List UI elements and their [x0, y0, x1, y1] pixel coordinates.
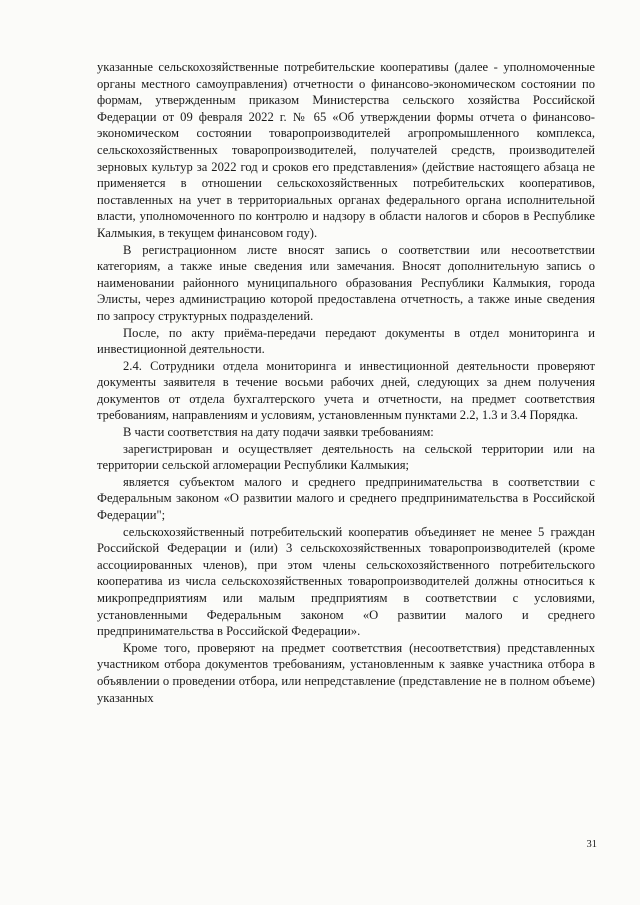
paragraph-requirements-intro: В части соответствия на дату подачи заявки требованиям: — [123, 425, 434, 440]
body-text — [97, 59, 595, 706]
paragraph-additional-check: Кроме того, проверяют на предмет соответствия (несоответствия) представленных участником отбора документов требованиям, установленным к заявке участника отбора в объявлении о проведении отбора, или непредставление (представление не в полном объеме) указанных — [97, 640, 595, 705]
paragraph-requirement-sme: является субъектом малого и среднего предпринимательства в соответствии с Федеральным законом «О развитии малого и среднего предпринимательства в Российской Федерации"; — [97, 474, 595, 523]
paragraph-registration-sheet: В регистрационном листе вносят запись о соответствии или несоответствии категориям, а также иные сведения или замечания. Вносят дополнительную запись о наименовании районного муниципального образования Республики Калмыкия, города Элисты, через администрацию которой предоставлена отчетность, а также иные сведения по запросу структурных подразделений. — [97, 242, 595, 323]
paragraph-transfer-act: После, по акту приёма-передачи передают документы в отдел мониторинга и инвестиционной деятельности. — [97, 325, 595, 357]
paragraph-requirement-cooperative: сельскохозяйственный потребительский кооператив объединяет не менее 5 граждан Российской Федерации и (или) 3 сельскохозяйственных товаропроизводителей (кроме ассоциированных членов), при этом члены сельскохозяйственного потребительского кооператива из числа сельскохозяйственных товаропроизводителей должны относиться к микропредприятиям или малым предприятиям в соответствии с условиями, установленными Федеральным законом «О развитии малого и среднего предпринимательства в Российской Федерации». — [97, 524, 595, 639]
paragraph-reporting-continuation: указанные сельскохозяйственные потребительские кооперативы (далее - уполномоченные органы местного самоуправления) отчетности о финансово-экономическом состоянии по формам, утвержденным приказом Министерства сельского хозяйства Российской Федерации от 09 февраля 2022 г. № 65 «Об утверждении формы отчета о финансово-экономическом состоянии товаропроизводителей агропромышленного комплекса, сельскохозяйственных товаропроизводителей, получателей средств, производителей зерновых культур за 2022 год и сроков его представления» (действие настоящего абзаца не применяется в отношении сельскохозяйственных потребительских кооперативов, поставленных на учет в территориальных органах федерального органа исполнительной власти, уполномоченного по контролю и надзору в области налогов и сборов в Республике Калмыкия, в текущем финансовом году). — [97, 60, 595, 240]
paragraph-section-2-4: 2.4. Сотрудники отдела мониторинга и инвестиционной деятельности проверяют документы заявителя в течение восьми рабочих дней, следующих за днем получения документов от отдела бухгалтерского учета и отчетности, на предмет соответствия требованиям, направлениям и условиям, установленным пунктами 2.2, 1.3 и 3.4 Порядка. — [97, 358, 595, 423]
paragraph-requirement-territory: зарегистрирован и осуществляет деятельность на сельской территории или на территории сельской агломерации Республики Калмыкия; — [97, 441, 595, 473]
page-number: 31 — [586, 839, 597, 850]
